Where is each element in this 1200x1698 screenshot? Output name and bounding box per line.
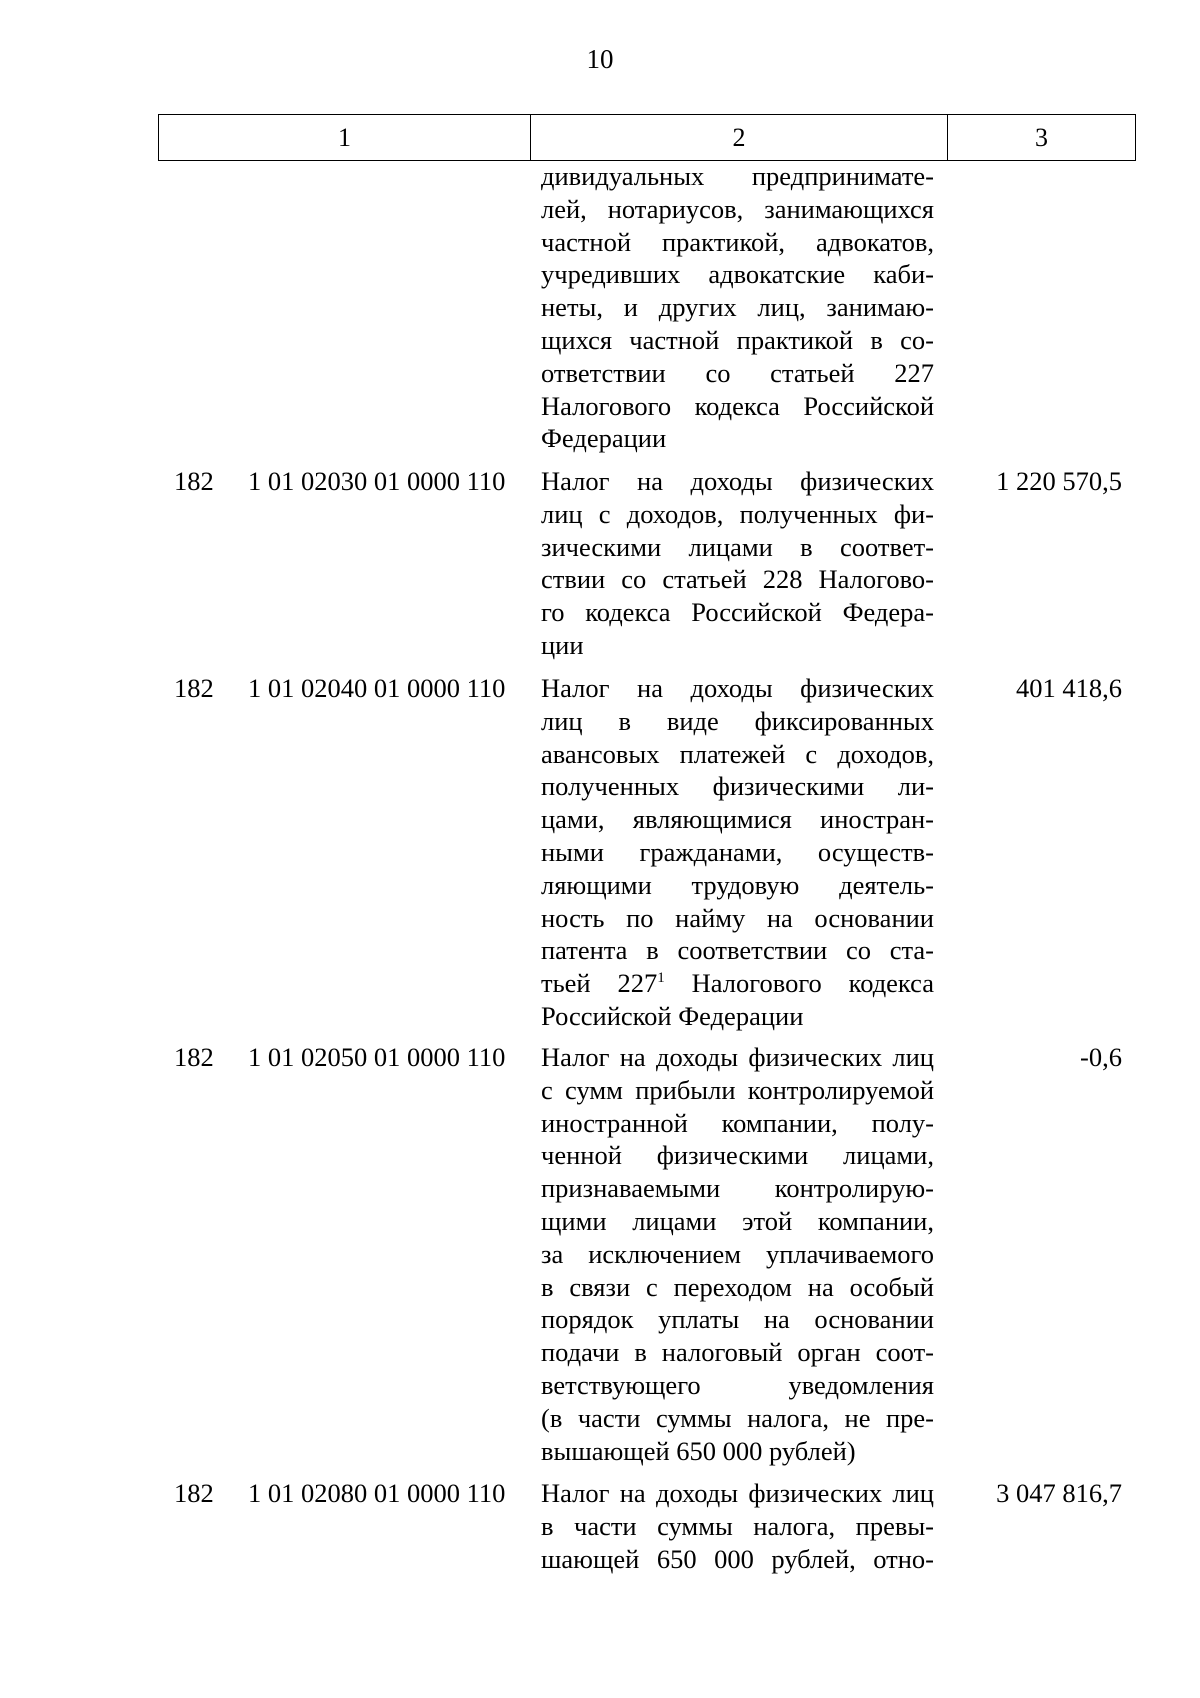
budget-classification-code: 1 01 02040 01 0000 110 (248, 673, 506, 703)
desc-line: в связи с переходом на особый (541, 1271, 934, 1302)
row-description (541, 1041, 934, 1467)
row-description (541, 160, 934, 455)
desc-line: щими лицами этой компании, (541, 1205, 934, 1236)
desc-line: патента в соответствии со ста- (541, 935, 934, 966)
desc-line: неты, и других лиц, занимаю- (541, 292, 934, 323)
desc-line: Налог на доходы физических (541, 466, 934, 496)
header-col-1: 1 (159, 115, 531, 161)
desc-line: го кодекса Российской Федера- (541, 597, 934, 628)
desc-line: зическими лицами в соответ- (541, 531, 934, 562)
desc-line: ствии со статьей 228 Налогово- (541, 564, 934, 595)
row-amount: 401 418,6 (1016, 673, 1122, 703)
desc-line: в части суммы налога, превы- (541, 1510, 934, 1541)
desc-line: признаваемыми контролирую- (541, 1173, 934, 1204)
header-col-3: 3 (948, 115, 1136, 161)
desc-line: за исключением уплачиваемого (541, 1238, 934, 1269)
admin-code: 182 (174, 1478, 214, 1508)
header-col-2: 2 (531, 115, 948, 161)
desc-line: ответствии со статьей 227 (541, 357, 934, 388)
desc-line: подачи в налоговый орган соот- (541, 1337, 934, 1368)
desc-line: авансовых платежей с доходов, (541, 738, 934, 769)
budget-classification-code: 1 01 02030 01 0000 110 (248, 466, 506, 496)
desc-line-prefix: тьей 227 (541, 968, 658, 999)
table-header (158, 114, 1136, 161)
desc-line: щихся частной практикой в со- (541, 324, 934, 355)
desc-line: дивидуальных предпринимате- (541, 161, 934, 191)
desc-line: порядок уплаты на основании (541, 1304, 934, 1335)
desc-line: лиц с доходов, полученных фи- (541, 498, 934, 529)
desc-line: Налогового кодекса Российской (541, 390, 934, 421)
desc-line: с сумм прибыли контролируемой (541, 1074, 934, 1105)
desc-line: учредивших адвокатские каби- (541, 259, 934, 290)
superscript: 1 (657, 970, 665, 987)
row-description (541, 465, 934, 662)
page-number: 10 (586, 44, 614, 74)
desc-line: Налог на доходы физических (541, 673, 934, 703)
desc-line: ченной физическими лицами, (541, 1140, 934, 1171)
desc-line: ции (541, 629, 584, 660)
desc-line: шающей 650 000 рублей, отно- (541, 1543, 934, 1574)
desc-line: частной практикой, адвокатов, (541, 226, 934, 257)
desc-line: лей, нотариусов, занимающихся (541, 193, 934, 224)
budget-classification-code: 1 01 02050 01 0000 110 (248, 1042, 506, 1072)
desc-line: лиц в виде фиксированных (541, 705, 934, 736)
row-amount: -0,6 (1080, 1042, 1122, 1072)
desc-line: Налог на доходы физических лиц (541, 1478, 934, 1508)
desc-line-with-superscript (541, 967, 934, 1000)
desc-line: вышающей 650 000 рублей) (541, 1435, 856, 1466)
row-amount: 3 047 816,7 (996, 1478, 1122, 1508)
row-description (541, 1477, 934, 1575)
admin-code: 182 (174, 673, 214, 703)
row-amount: 1 220 570,5 (996, 466, 1122, 496)
admin-code: 182 (174, 466, 214, 496)
desc-line: Налог на доходы физических лиц (541, 1042, 934, 1072)
admin-code: 182 (174, 1042, 214, 1072)
desc-line: иностранной компании, полу- (541, 1107, 934, 1138)
desc-line: ность по найму на основании (541, 902, 934, 933)
desc-line: полученных физическими ли- (541, 771, 934, 802)
desc-line: ными гражданами, осуществ- (541, 836, 934, 867)
row-description (541, 672, 934, 1033)
desc-line: (в части суммы налога, не пре- (541, 1402, 934, 1433)
budget-classification-code: 1 01 02080 01 0000 110 (248, 1478, 506, 1508)
desc-line: ветствующего уведомления (541, 1369, 934, 1400)
desc-line: ляющими трудовую деятель- (541, 869, 934, 900)
desc-line: Российской Федерации (541, 1000, 804, 1031)
desc-line-suffix: Налогового кодекса (691, 968, 934, 999)
desc-line: Федерации (541, 423, 667, 454)
desc-line: цами, являющимися иностран- (541, 804, 934, 835)
